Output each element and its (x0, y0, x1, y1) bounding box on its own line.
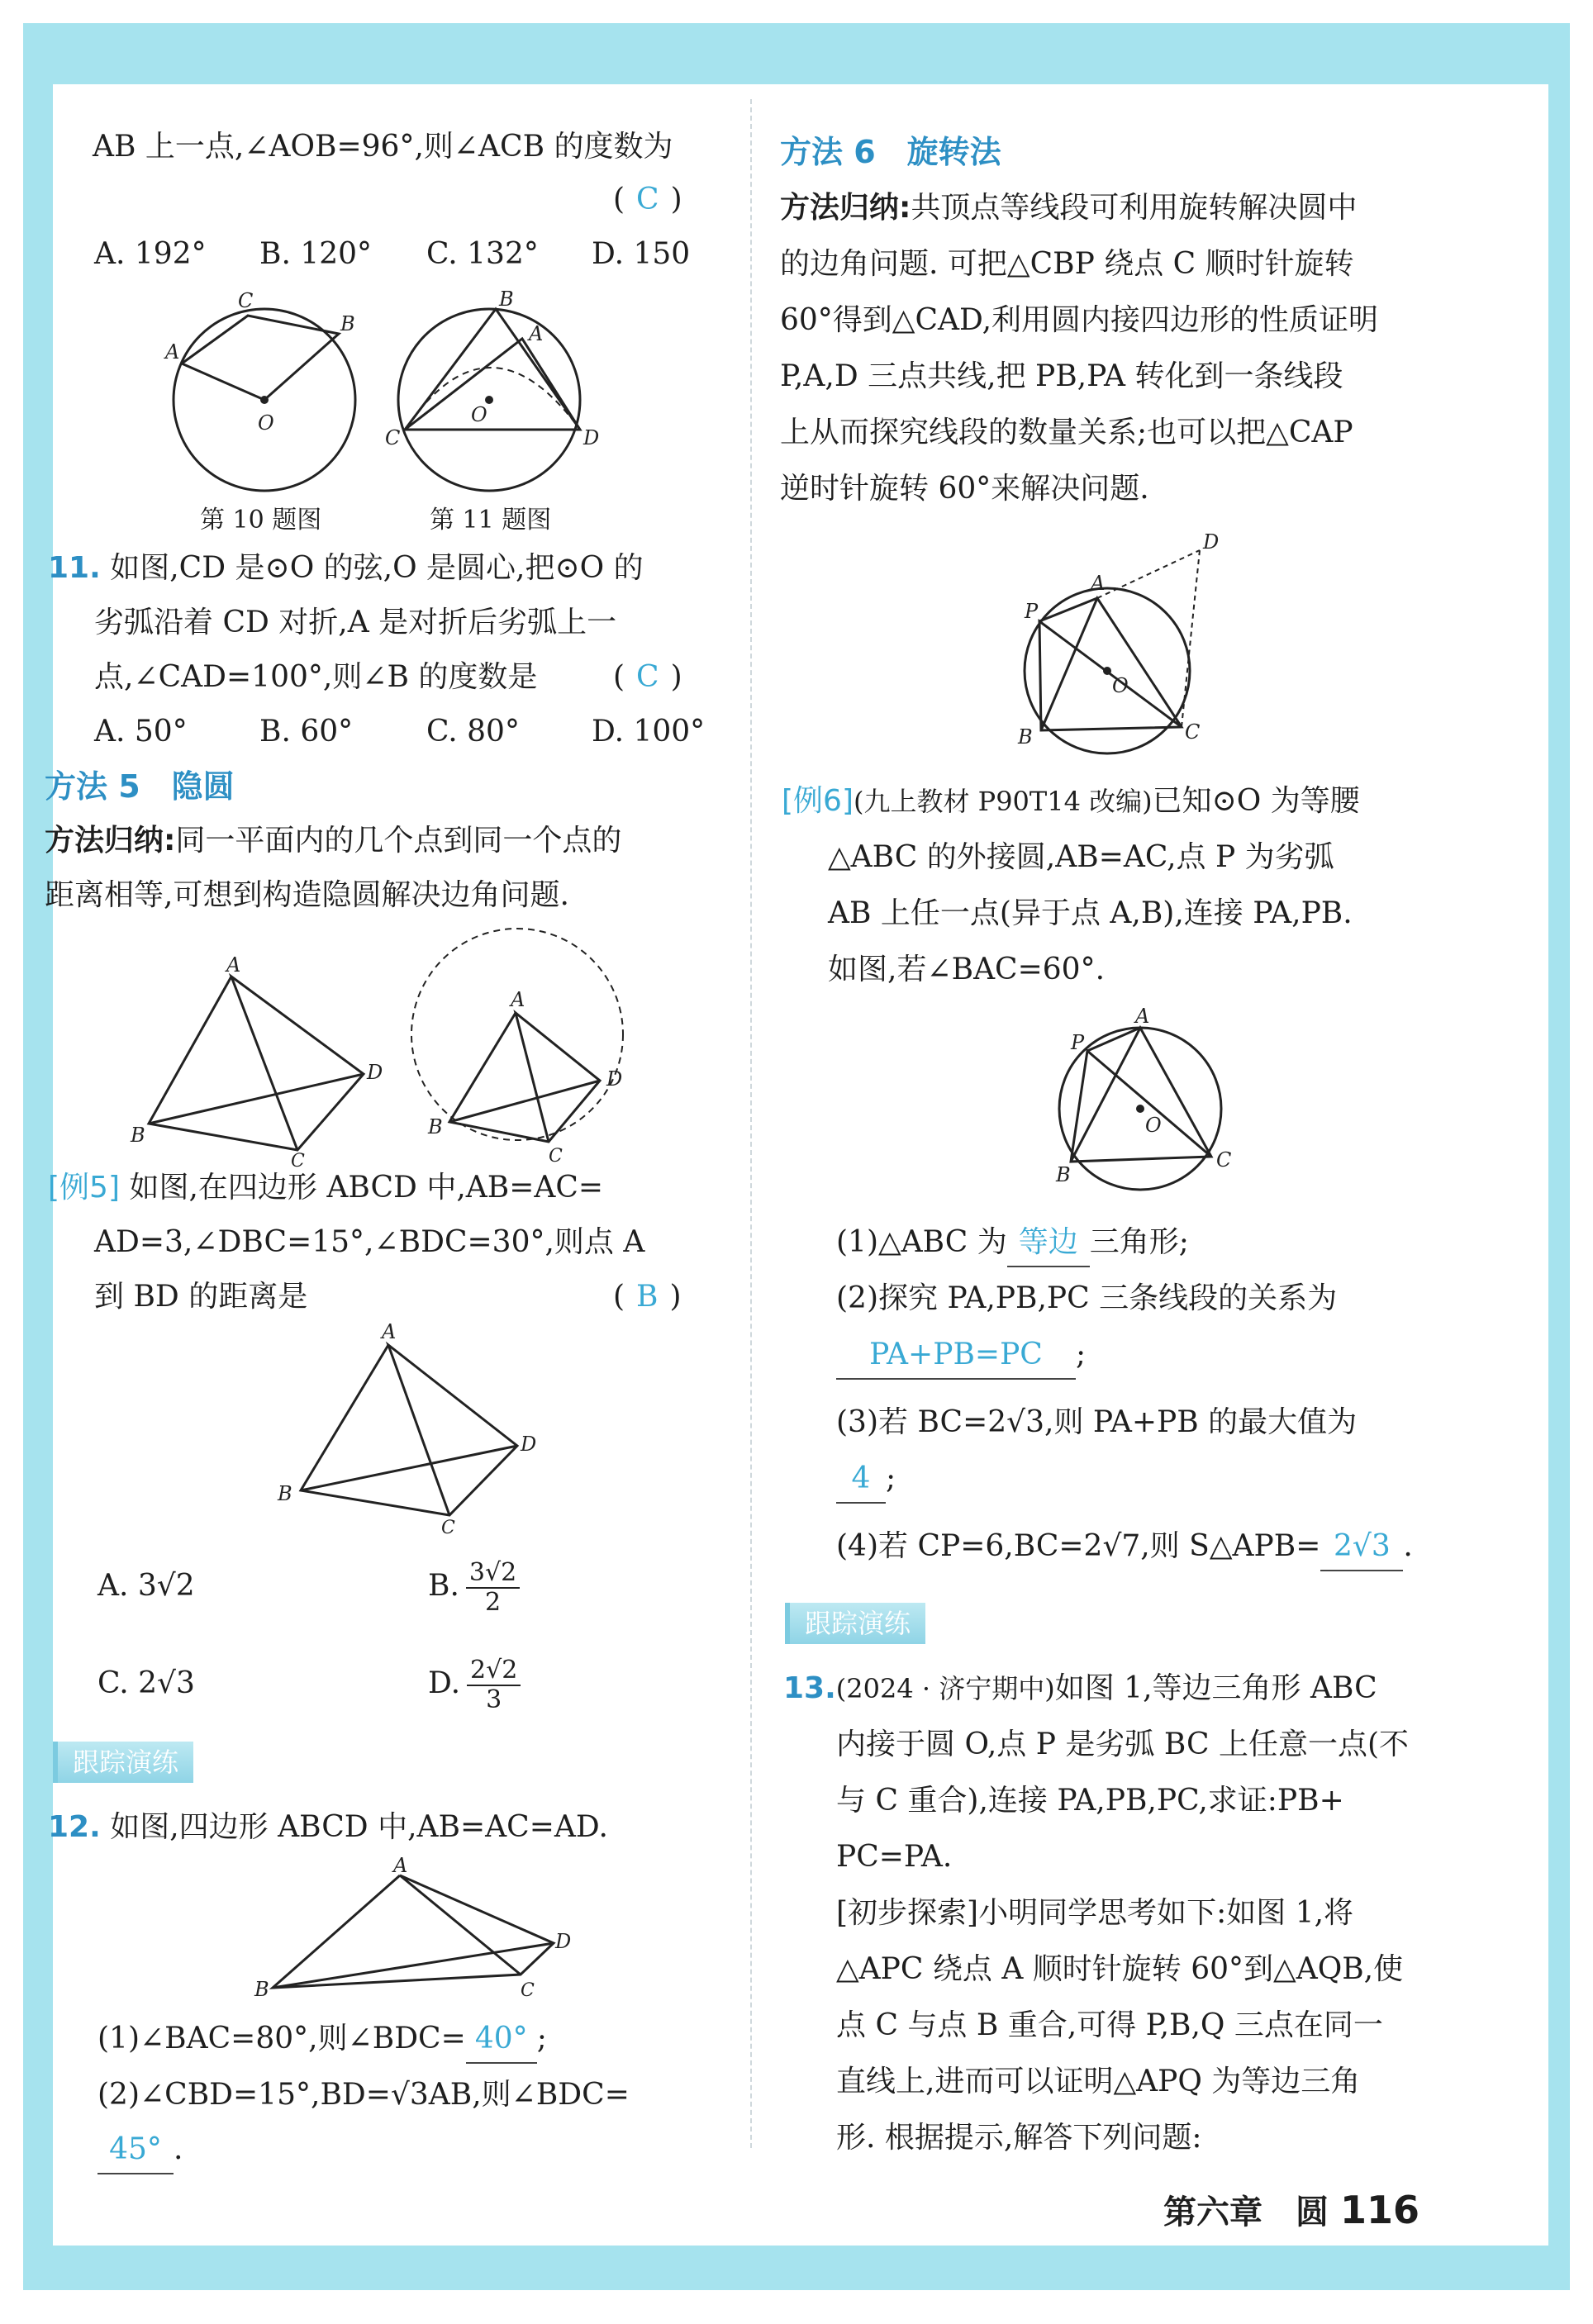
svg-text:D: D (606, 1067, 623, 1091)
q11-answer: ( C ) (613, 660, 682, 694)
fig11-label-c: C (385, 426, 401, 449)
svg-text:B: B (1056, 1163, 1071, 1186)
svg-text:A: A (1091, 572, 1106, 595)
ex6-line2: △ABC 的外接圆,AB=AC,点 P 为劣弧 (828, 840, 1334, 874)
q11-option-d: D. 100° (592, 715, 706, 749)
q11-line3: 点,∠CAD=100°,则∠B 的度数是 (94, 660, 538, 694)
ex6-part4-answer: 2√3 (1320, 1523, 1403, 1571)
q10-option-d: D. 150 (592, 237, 691, 271)
q13-line8: 直线上,进而可以证明△APQ 为等边三角 (836, 2065, 1361, 2098)
ex6-line1: [例6](九上教材 P90T14 改编)已知⊙O 为等腰 (782, 784, 1360, 818)
track-practice-tag-left: 跟踪演练 (53, 1742, 193, 1783)
ex5-line1: [例5] 如图,在四边形 ABCD 中,AB=AC= (48, 1171, 604, 1205)
svg-text:C: C (549, 1146, 563, 1167)
svg-text:B: B (254, 1978, 269, 2001)
ex5-figure (273, 1322, 562, 1537)
figure-11 (382, 289, 613, 504)
method6-figure (1008, 529, 1231, 760)
svg-text:B: B (131, 1124, 145, 1147)
method5-summary-line2: 距离相等,可想到构造隐圆解决边角问题. (45, 878, 569, 912)
svg-text:D: D (1203, 530, 1220, 554)
method5-title: 方法 5 隐圆 (45, 768, 235, 805)
svg-text:B: B (1018, 725, 1033, 749)
q13-source: (2024 · 济宁期中) (835, 1673, 1055, 1704)
method6-line2: 的边角问题. 可把△CBP 绕点 C 顺时针旋转 (780, 247, 1354, 281)
ex6-part4: (4)若 CP=6,BC=2√7,则 S△APB= 2√3 . (836, 1523, 1413, 1571)
q11-line2: 劣弧沿着 CD 对折,A 是对折后劣弧上一 (94, 606, 617, 639)
svg-text:A: A (1135, 1005, 1150, 1028)
ex5-line3: 到 BD 的距离是 (94, 1280, 308, 1314)
svg-text:C: C (441, 1518, 455, 1538)
svg-text:A: A (226, 953, 241, 977)
svg-text:P: P (1025, 600, 1039, 623)
q11-option-a: A. 50° (94, 715, 188, 749)
q12-part2: (2)∠CBD=15°,BD=√3AB,则∠BDC= (97, 2078, 630, 2112)
svg-text:A: A (382, 1320, 397, 1343)
q11-option-b: B. 60° (259, 715, 354, 749)
q13-line7: 点 C 与点 B 重合,可得 P,B,Q 三点在同一 (836, 2008, 1383, 2042)
method6-line3: 60°得到△CAD,利用圆内接四边形的性质证明 (780, 303, 1379, 337)
q13-line4: PC=PA. (836, 1840, 953, 1874)
fig11-caption: 第 11 题图 (430, 506, 552, 535)
q12-line1: 12. 如图,四边形 ABCD 中,AB=AC=AD. (48, 1810, 608, 1844)
q12-part2-answer: 45° (97, 2127, 174, 2174)
svg-text:A: A (511, 988, 525, 1011)
ex6-part3: (3)若 BC=2√3,则 PA+PB 的最大值为 (836, 1405, 1358, 1439)
method6-line5: 上从而探究线段的数量关系;也可以把△CAP (780, 416, 1353, 449)
ex6-part2: (2)探究 PA,PB,PC 三条线段的关系为 (836, 1281, 1338, 1315)
svg-text:D: D (367, 1061, 383, 1084)
ex5-option-d: D. $\frac{2√2}{3}$ (428, 1644, 521, 1723)
q12-figure (248, 1854, 578, 2008)
ex6-label: [例6] (782, 784, 854, 818)
ex5-option-b: B. $\frac{3√2}{2}$ (428, 1547, 520, 1626)
q12-part1-answer: 40° (466, 2016, 537, 2064)
page-number: 116 (1339, 2188, 1419, 2232)
ex5-label: [例5] (48, 1171, 120, 1205)
q11-option-c: C. 80° (426, 715, 520, 749)
q10-option-b: B. 120° (259, 237, 373, 271)
q10-option-a: A. 192° (94, 237, 207, 271)
q13-line1: 13.(2024 · 济宁期中)如图 1,等边三角形 ABC (783, 1671, 1377, 1705)
svg-text:O: O (1145, 1114, 1162, 1137)
q13-line6: △APC 绕点 A 顺时针旋转 60°到△AQB,使 (836, 1952, 1404, 1986)
q12-part2-answer-line: 45° . (97, 2127, 183, 2174)
fig10-lines (182, 316, 339, 400)
method6-line4: P,A,D 三点共线,把 PB,PA 转化到一条线段 (780, 359, 1343, 393)
ex6-figure (1038, 1005, 1253, 1206)
method6-title: 方法 6 旋转法 (780, 134, 1001, 170)
method5-summary-line1: 方法归纳:同一平面内的几个点到同一个点的 (45, 824, 622, 858)
svg-text:C: C (291, 1151, 305, 1172)
q13-line9: 形. 根据提示,解答下列问题: (836, 2121, 1202, 2155)
ex6-part2-answer-line: PA+PB=PC ; (836, 1332, 1086, 1380)
q13-line5: [初步探索]小明同学思考如下:如图 1,将 (836, 1896, 1354, 1930)
svg-text:O: O (1112, 674, 1129, 697)
svg-text:D: D (521, 1433, 537, 1456)
svg-text:C: C (1216, 1148, 1232, 1172)
q10-answer: ( C ) (613, 183, 682, 216)
ex6-part1-answer: 等边 (1007, 1219, 1090, 1267)
fig11-label-o: O (471, 403, 487, 426)
fig10-label-b: B (340, 312, 355, 335)
fig10-caption: 第 10 题图 (200, 506, 322, 535)
frame-bottom-band (23, 2246, 1570, 2290)
q13-number: 13. (783, 1671, 836, 1705)
figure-10 (157, 289, 372, 504)
q10-option-c: C. 132° (426, 237, 539, 271)
fig10-label-c: C (238, 289, 254, 312)
ex6-part2-answer: PA+PB=PC (836, 1332, 1076, 1380)
ex6-part3-answer: 4 (836, 1456, 886, 1504)
ex6-source: (九上教材 P90T14 改编) (854, 786, 1153, 817)
method5-figure-quad (124, 953, 397, 1172)
q12-part1: (1)∠BAC=80°,则∠BDC= 40° ; (97, 2016, 547, 2064)
fig11-label-a: A (529, 322, 544, 345)
column-divider (750, 99, 752, 2148)
method6-line6: 逆时针旋转 60°来解决问题. (780, 472, 1149, 506)
ex5-option-c: C. 2√3 (97, 1666, 195, 1700)
svg-text:B: B (428, 1115, 443, 1138)
q10-line1: AB 上一点,∠AOB=96°,则∠ACB 的度数为 (93, 130, 673, 164)
svg-text:C: C (1185, 720, 1201, 744)
fig11-lines (405, 309, 580, 430)
q11-line1: 11. 如图,CD 是⊙O 的弦,O 是圆心,把⊙O 的 (48, 551, 644, 585)
fig11-label-b: B (499, 288, 514, 311)
ex6-part3-answer-line: 4 ; (836, 1456, 896, 1504)
track-practice-tag-right: 跟踪演练 (785, 1603, 925, 1644)
svg-text:B: B (278, 1482, 292, 1505)
page-footer (1163, 2186, 1419, 2233)
fig10-label-a: A (165, 340, 180, 364)
fig11-label-d: D (583, 426, 600, 449)
ex5-line2: AD=3,∠DBC=15°,∠BDC=30°,则点 A (94, 1225, 645, 1259)
ex6-line3: AB 上任一点(异于点 A,B),连接 PA,PB. (828, 896, 1353, 930)
ex5-answer: ( B ) (613, 1280, 682, 1314)
frame-right-band (1548, 23, 1570, 2287)
svg-text:D: D (555, 1930, 572, 1953)
ex6-line4: 如图,若∠BAC=60°. (828, 953, 1106, 986)
method6-line1: 方法归纳:共顶点等线段可利用旋转解决圆中 (780, 191, 1358, 225)
footer-chapter: 第六章 圆 (1163, 2193, 1329, 2231)
q13-line3: 与 C 重合),连接 PA,PB,PC,求证:PB+ (836, 1784, 1344, 1818)
fig10-label-o: O (258, 411, 274, 435)
svg-text:A: A (393, 1854, 408, 1877)
method5-figure-hidden-circle (410, 924, 649, 1167)
svg-text:P: P (1071, 1031, 1085, 1054)
ex5-option-a: A. 3√2 (97, 1569, 195, 1603)
svg-text:C: C (521, 1980, 535, 2001)
q13-line2: 内接于圆 O,点 P 是劣弧 BC 上任意一点(不 (836, 1728, 1410, 1761)
q12-number: 12. (48, 1810, 101, 1844)
q11-number: 11. (48, 551, 101, 585)
ex6-part1: (1)△ABC 为 等边 三角形; (836, 1219, 1189, 1267)
frame-top-band (23, 23, 1570, 84)
frame-left-band (23, 23, 53, 2287)
